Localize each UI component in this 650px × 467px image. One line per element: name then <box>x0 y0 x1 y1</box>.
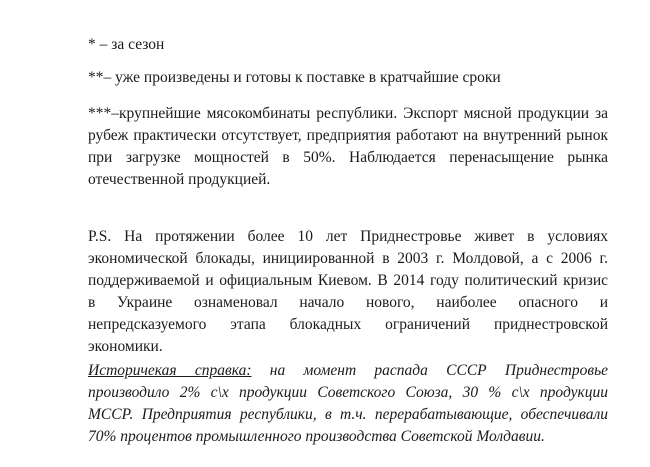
historical-note-paragraph <box>88 360 608 448</box>
text-line: поддерживаемой и официальным Киевом. В 2014 году политический кризис <box>88 272 608 289</box>
footnote-meat-plants <box>88 103 608 191</box>
historical-note-line1-rest: на момент распада СССР Приднестровье <box>269 362 609 379</box>
document-page <box>88 34 608 448</box>
historical-note-lead: Историчекая справка: <box>88 362 252 379</box>
footnote-produced <box>88 67 608 89</box>
text-line: отечественной продукцией. <box>88 171 271 188</box>
text-line: 70% процентов промышленного производства Советской Молдавии. <box>88 428 545 445</box>
text-line: **– уже произведены и готовы к поставке в кратчайшие сроки <box>88 69 501 86</box>
text-line: МССР. Предприятия республики, в т.ч. перерабатывающие, обеспечивали <box>88 406 608 423</box>
text-line: P.S. На протяжении более 10 лет Приднестровье живет в условиях <box>88 228 608 245</box>
text-line <box>88 360 608 382</box>
text-line: при загрузке мощностей в 50%. Наблюдается перенасыщение рынка <box>88 149 608 166</box>
text-line: экономики. <box>88 338 163 355</box>
text-line: экономической блокады, инициированной в 2003 г. Молдовой, а с 2006 г. <box>88 250 608 267</box>
text-line: * – за сезон <box>88 36 165 53</box>
text-line: ***–крупнейшие мясокомбинаты республики. Экспорт мясной продукции за <box>88 105 608 122</box>
postscript-paragraph <box>88 226 608 358</box>
text-line: производило 2% с\х продукции Советского Союза, 30 % с\х продукции <box>88 384 608 401</box>
text-line: в Украине ознаменовал начало нового, наиболее опасного и <box>88 294 608 311</box>
text-line: непредсказуемого этапа блокадных ограничений приднестровской <box>88 316 608 333</box>
footnote-season <box>88 34 608 56</box>
text-line: рубеж практически отсутствует, предприятия работают на внутренний рынок <box>88 127 608 144</box>
